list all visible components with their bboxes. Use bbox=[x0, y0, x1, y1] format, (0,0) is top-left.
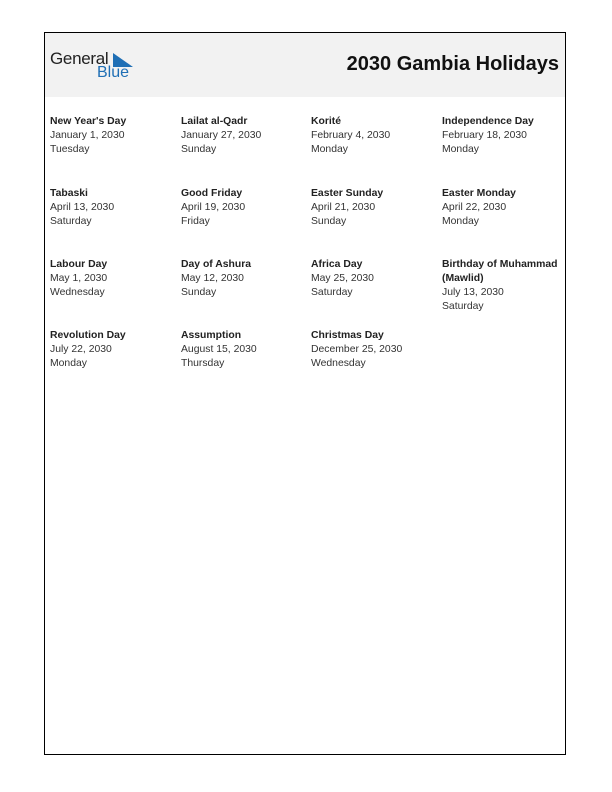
holiday-name: Easter Sunday bbox=[311, 188, 384, 199]
holiday-date: May 25, 2030 bbox=[311, 273, 374, 284]
holiday-item bbox=[50, 258, 176, 300]
holiday-weekday: Monday bbox=[50, 358, 87, 369]
holiday-item bbox=[50, 329, 176, 371]
holiday-item bbox=[311, 258, 437, 300]
holiday-weekday: Saturday bbox=[442, 301, 484, 312]
holiday-weekday: Sunday bbox=[181, 287, 217, 298]
holiday-weekday: Monday bbox=[442, 144, 479, 155]
holiday-item bbox=[311, 329, 437, 371]
holiday-date: January 27, 2030 bbox=[181, 130, 262, 141]
holiday-date: May 12, 2030 bbox=[181, 273, 244, 284]
holiday-name: Easter Monday bbox=[442, 188, 516, 199]
holiday-date: February 18, 2030 bbox=[442, 130, 527, 141]
holiday-weekday: Thursday bbox=[181, 358, 225, 369]
logo-text-general: General bbox=[50, 49, 109, 68]
holiday-item bbox=[50, 115, 176, 157]
generalblue-logo bbox=[50, 49, 140, 85]
logo-text-blue: Blue bbox=[97, 64, 130, 81]
holiday-item bbox=[311, 115, 437, 157]
holiday-weekday: Friday bbox=[181, 216, 210, 227]
holiday-name: Tabaski bbox=[50, 188, 88, 199]
holiday-item bbox=[442, 115, 568, 157]
holiday-name: Independence Day bbox=[442, 116, 534, 127]
holiday-name: Christmas Day bbox=[311, 330, 384, 341]
holiday-weekday: Wednesday bbox=[50, 287, 105, 298]
holiday-item bbox=[181, 115, 307, 157]
holiday-name: Revolution Day bbox=[50, 330, 126, 341]
page-title: 2030 Gambia Holidays bbox=[346, 53, 559, 75]
holiday-name: New Year's Day bbox=[50, 116, 127, 127]
holiday-name: Labour Day bbox=[50, 259, 108, 270]
holiday-weekday: Sunday bbox=[311, 216, 347, 227]
holiday-date: January 1, 2030 bbox=[50, 130, 125, 141]
holiday-weekday: Saturday bbox=[311, 287, 353, 298]
holiday-date: December 25, 2030 bbox=[311, 344, 403, 355]
holiday-item bbox=[442, 187, 568, 229]
holiday-item bbox=[50, 187, 176, 229]
holiday-weekday: Sunday bbox=[181, 144, 217, 155]
holiday-name: Day of Ashura bbox=[181, 259, 252, 270]
holiday-item bbox=[311, 187, 437, 229]
holiday-name: Birthday of Muhammad (Mawlid) bbox=[442, 259, 558, 284]
holiday-date: July 13, 2030 bbox=[442, 287, 504, 298]
holiday-item bbox=[181, 258, 307, 300]
holiday-name: Korité bbox=[311, 116, 342, 127]
holiday-weekday: Monday bbox=[311, 144, 348, 155]
holiday-date: April 19, 2030 bbox=[181, 202, 246, 213]
holiday-date: April 21, 2030 bbox=[311, 202, 376, 213]
holiday-item bbox=[181, 187, 307, 229]
holiday-date: May 1, 2030 bbox=[50, 273, 108, 284]
holiday-item bbox=[442, 258, 568, 314]
holiday-name: Lailat al-Qadr bbox=[181, 116, 248, 127]
holiday-name: Good Friday bbox=[181, 188, 243, 199]
holiday-date: August 15, 2030 bbox=[181, 344, 257, 355]
holiday-date: July 22, 2030 bbox=[50, 344, 112, 355]
page-header bbox=[45, 33, 565, 97]
holiday-weekday: Monday bbox=[442, 216, 479, 227]
holiday-name: Africa Day bbox=[311, 259, 363, 270]
holiday-item bbox=[181, 329, 307, 371]
calendar-page bbox=[44, 32, 566, 755]
holiday-name: Assumption bbox=[181, 330, 242, 341]
holiday-date: February 4, 2030 bbox=[311, 130, 391, 141]
holiday-weekday: Saturday bbox=[50, 216, 92, 227]
holiday-date: April 13, 2030 bbox=[50, 202, 115, 213]
holiday-date: April 22, 2030 bbox=[442, 202, 507, 213]
holiday-weekday: Wednesday bbox=[311, 358, 366, 369]
holiday-weekday: Tuesday bbox=[50, 144, 90, 155]
